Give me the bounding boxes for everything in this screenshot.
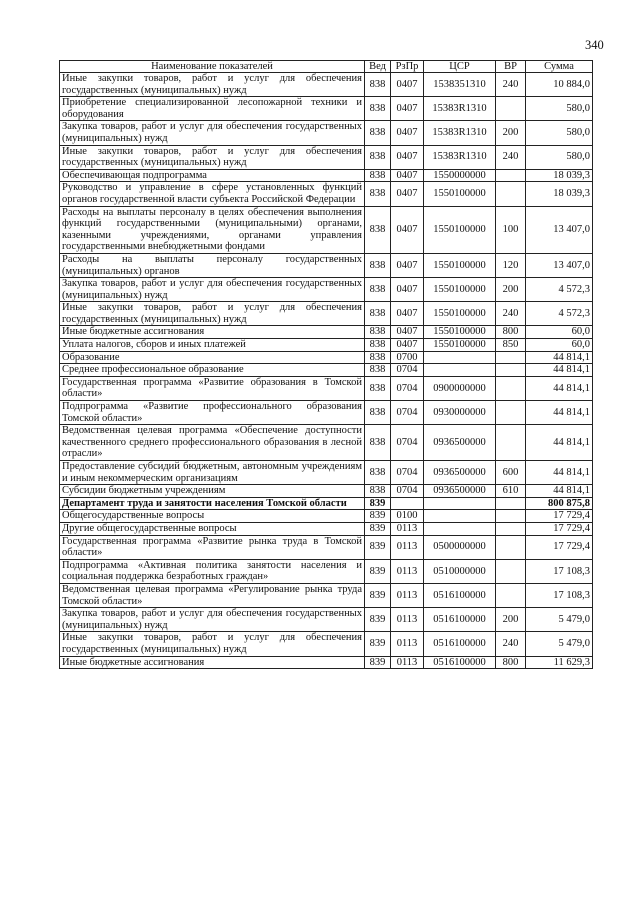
row-sum: 5 479,0 bbox=[526, 608, 593, 632]
row-vr: 240 bbox=[496, 145, 526, 169]
row-name: Закупка товаров, работ и услуг для обеспечения государственных (муниципальных) нужд bbox=[60, 121, 365, 145]
row-csr bbox=[424, 351, 496, 364]
row-sum: 13 407,0 bbox=[526, 206, 593, 253]
row-rzpr: 0407 bbox=[391, 339, 424, 352]
row-vr: 800 bbox=[496, 656, 526, 669]
row-vr: 600 bbox=[496, 461, 526, 485]
row-ved: 838 bbox=[365, 302, 391, 326]
row-ved: 838 bbox=[365, 376, 391, 400]
row-sum: 60,0 bbox=[526, 326, 593, 339]
table-row bbox=[60, 425, 593, 461]
row-csr: 0936500000 bbox=[424, 461, 496, 485]
row-name: Закупка товаров, работ и услуг для обеспечения государственных (муниципальных) нужд bbox=[60, 608, 365, 632]
row-ved: 839 bbox=[365, 535, 391, 559]
row-ved: 838 bbox=[365, 425, 391, 461]
table-row bbox=[60, 145, 593, 169]
row-vr: 240 bbox=[496, 73, 526, 97]
row-rzpr: 0113 bbox=[391, 656, 424, 669]
row-csr: 0500000000 bbox=[424, 535, 496, 559]
row-csr: 1550100000 bbox=[424, 182, 496, 206]
row-ved: 838 bbox=[365, 278, 391, 302]
row-sum: 580,0 bbox=[526, 121, 593, 145]
row-sum: 17 729,4 bbox=[526, 535, 593, 559]
row-rzpr: 0704 bbox=[391, 376, 424, 400]
row-vr bbox=[496, 376, 526, 400]
row-csr: 15383R1310 bbox=[424, 97, 496, 121]
row-csr: 1550100000 bbox=[424, 302, 496, 326]
row-name: Иные закупки товаров, работ и услуг для обеспечения государственных (муниципальных) нужд bbox=[60, 632, 365, 656]
row-csr bbox=[424, 497, 496, 510]
table-row bbox=[60, 169, 593, 182]
row-csr: 1550000000 bbox=[424, 169, 496, 182]
row-rzpr: 0407 bbox=[391, 206, 424, 253]
row-sum: 580,0 bbox=[526, 97, 593, 121]
row-ved: 839 bbox=[365, 497, 391, 510]
row-csr: 1550100000 bbox=[424, 278, 496, 302]
table-row bbox=[60, 608, 593, 632]
row-rzpr: 0407 bbox=[391, 97, 424, 121]
row-vr bbox=[496, 351, 526, 364]
row-csr: 0930000000 bbox=[424, 401, 496, 425]
row-ved: 838 bbox=[365, 485, 391, 498]
row-csr: 0936500000 bbox=[424, 485, 496, 498]
row-sum: 4 572,3 bbox=[526, 302, 593, 326]
row-rzpr bbox=[391, 497, 424, 510]
row-rzpr: 0113 bbox=[391, 559, 424, 583]
row-sum: 44 814,1 bbox=[526, 351, 593, 364]
row-sum: 18 039,3 bbox=[526, 169, 593, 182]
table-row bbox=[60, 376, 593, 400]
row-csr: 0510000000 bbox=[424, 559, 496, 583]
row-sum: 44 814,1 bbox=[526, 425, 593, 461]
row-ved: 838 bbox=[365, 461, 391, 485]
header-rzpr: РзПр bbox=[391, 61, 424, 73]
row-name: Подпрограмма «Активная политика занятости населения и социальная поддержка безработных граждан» bbox=[60, 559, 365, 583]
table-row bbox=[60, 351, 593, 364]
row-vr bbox=[496, 497, 526, 510]
row-ved: 838 bbox=[365, 253, 391, 277]
row-sum: 5 479,0 bbox=[526, 632, 593, 656]
row-rzpr: 0704 bbox=[391, 364, 424, 377]
row-name: Иные закупки товаров, работ и услуг для обеспечения государственных (муниципальных) нужд bbox=[60, 302, 365, 326]
row-vr: 200 bbox=[496, 121, 526, 145]
row-ved: 838 bbox=[365, 401, 391, 425]
row-name: Среднее профессиональное образование bbox=[60, 364, 365, 377]
row-ved: 838 bbox=[365, 73, 391, 97]
row-rzpr: 0407 bbox=[391, 145, 424, 169]
row-rzpr: 0407 bbox=[391, 73, 424, 97]
row-rzpr: 0113 bbox=[391, 583, 424, 607]
table-row bbox=[60, 461, 593, 485]
row-vr bbox=[496, 401, 526, 425]
table-row bbox=[60, 182, 593, 206]
row-csr: 1550100000 bbox=[424, 253, 496, 277]
table-row bbox=[60, 364, 593, 377]
row-rzpr: 0704 bbox=[391, 485, 424, 498]
row-sum: 60,0 bbox=[526, 339, 593, 352]
table-row bbox=[60, 535, 593, 559]
row-name: Иные закупки товаров, работ и услуг для обеспечения государственных (муниципальных) нужд bbox=[60, 73, 365, 97]
table-row bbox=[60, 522, 593, 535]
budget-table bbox=[59, 60, 593, 669]
table-row bbox=[60, 656, 593, 669]
row-vr bbox=[496, 169, 526, 182]
row-sum: 800 875,8 bbox=[526, 497, 593, 510]
row-csr: 0936500000 bbox=[424, 425, 496, 461]
row-sum: 44 814,1 bbox=[526, 485, 593, 498]
row-vr: 200 bbox=[496, 278, 526, 302]
row-sum: 17 108,3 bbox=[526, 559, 593, 583]
row-vr bbox=[496, 425, 526, 461]
row-ved: 838 bbox=[365, 206, 391, 253]
row-name: Образование bbox=[60, 351, 365, 364]
row-ved: 838 bbox=[365, 145, 391, 169]
table-row bbox=[60, 278, 593, 302]
row-ved: 839 bbox=[365, 510, 391, 523]
row-name: Другие общегосударственные вопросы bbox=[60, 522, 365, 535]
row-ved: 838 bbox=[365, 339, 391, 352]
row-name: Государственная программа «Развитие образования в Томской области» bbox=[60, 376, 365, 400]
row-rzpr: 0113 bbox=[391, 522, 424, 535]
row-sum: 11 629,3 bbox=[526, 656, 593, 669]
row-csr: 0516100000 bbox=[424, 608, 496, 632]
row-vr: 800 bbox=[496, 326, 526, 339]
row-csr: 1550100000 bbox=[424, 339, 496, 352]
table-row bbox=[60, 302, 593, 326]
row-name: Предоставление субсидий бюджетным, автономным учреждениям и иным некоммерческим организациям bbox=[60, 461, 365, 485]
row-csr: 0516100000 bbox=[424, 632, 496, 656]
table-row bbox=[60, 510, 593, 523]
row-csr bbox=[424, 522, 496, 535]
row-sum: 17 108,3 bbox=[526, 583, 593, 607]
row-vr bbox=[496, 559, 526, 583]
row-sum: 44 814,1 bbox=[526, 376, 593, 400]
table-row bbox=[60, 73, 593, 97]
row-ved: 838 bbox=[365, 121, 391, 145]
row-csr: 1538351310 bbox=[424, 73, 496, 97]
row-rzpr: 0100 bbox=[391, 510, 424, 523]
table-row bbox=[60, 339, 593, 352]
row-name: Руководство и управление в сфере установленных функций органов государственной власти субъекта Российской Федерации bbox=[60, 182, 365, 206]
row-rzpr: 0700 bbox=[391, 351, 424, 364]
header-csr: ЦСР bbox=[424, 61, 496, 73]
table-header-row bbox=[60, 61, 593, 73]
row-csr: 15383R1310 bbox=[424, 145, 496, 169]
row-sum: 13 407,0 bbox=[526, 253, 593, 277]
row-vr bbox=[496, 510, 526, 523]
row-name: Обеспечивающая подпрограмма bbox=[60, 169, 365, 182]
row-name: Расходы на выплаты персоналу государственных (муниципальных) органов bbox=[60, 253, 365, 277]
row-ved: 838 bbox=[365, 97, 391, 121]
table-row bbox=[60, 206, 593, 253]
table-row bbox=[60, 632, 593, 656]
row-rzpr: 0704 bbox=[391, 425, 424, 461]
row-rzpr: 0407 bbox=[391, 253, 424, 277]
table-row bbox=[60, 497, 593, 510]
row-name: Приобретение специализированной лесопожарной техники и оборудования bbox=[60, 97, 365, 121]
row-name: Иные закупки товаров, работ и услуг для обеспечения государственных (муниципальных) нужд bbox=[60, 145, 365, 169]
row-rzpr: 0407 bbox=[391, 182, 424, 206]
row-rzpr: 0113 bbox=[391, 632, 424, 656]
table-body bbox=[60, 73, 593, 669]
table-row bbox=[60, 121, 593, 145]
table-row bbox=[60, 559, 593, 583]
row-rzpr: 0407 bbox=[391, 169, 424, 182]
row-vr: 240 bbox=[496, 302, 526, 326]
page-number: 340 bbox=[585, 38, 604, 52]
header-name: Наименование показателей bbox=[60, 61, 365, 73]
row-sum: 10 884,0 bbox=[526, 73, 593, 97]
row-name: Уплата налогов, сборов и иных платежей bbox=[60, 339, 365, 352]
row-csr: 0516100000 bbox=[424, 656, 496, 669]
row-ved: 838 bbox=[365, 364, 391, 377]
row-vr: 100 bbox=[496, 206, 526, 253]
table-row bbox=[60, 253, 593, 277]
row-sum: 17 729,4 bbox=[526, 510, 593, 523]
table-row bbox=[60, 583, 593, 607]
row-csr: 0516100000 bbox=[424, 583, 496, 607]
row-sum: 44 814,1 bbox=[526, 364, 593, 377]
row-name: Государственная программа «Развитие рынка труда в Томской области» bbox=[60, 535, 365, 559]
row-sum: 4 572,3 bbox=[526, 278, 593, 302]
row-rzpr: 0704 bbox=[391, 401, 424, 425]
header-ved: Вед bbox=[365, 61, 391, 73]
row-rzpr: 0113 bbox=[391, 608, 424, 632]
row-ved: 838 bbox=[365, 182, 391, 206]
row-ved: 839 bbox=[365, 632, 391, 656]
row-rzpr: 0113 bbox=[391, 535, 424, 559]
row-csr: 15383R1310 bbox=[424, 121, 496, 145]
row-vr bbox=[496, 97, 526, 121]
row-name: Иные бюджетные ассигнования bbox=[60, 326, 365, 339]
row-name: Ведомственная целевая программа «Обеспечение доступности качественного среднего профессионального образования в лесной отрасли» bbox=[60, 425, 365, 461]
row-vr: 240 bbox=[496, 632, 526, 656]
row-ved: 838 bbox=[365, 326, 391, 339]
row-rzpr: 0407 bbox=[391, 121, 424, 145]
row-rzpr: 0407 bbox=[391, 326, 424, 339]
row-name: Субсидии бюджетным учреждениям bbox=[60, 485, 365, 498]
row-vr: 200 bbox=[496, 608, 526, 632]
table-row bbox=[60, 326, 593, 339]
header-sum: Сумма bbox=[526, 61, 593, 73]
row-vr bbox=[496, 522, 526, 535]
row-csr bbox=[424, 510, 496, 523]
row-ved: 838 bbox=[365, 351, 391, 364]
row-sum: 44 814,1 bbox=[526, 461, 593, 485]
row-sum: 18 039,3 bbox=[526, 182, 593, 206]
row-ved: 839 bbox=[365, 656, 391, 669]
row-sum: 17 729,4 bbox=[526, 522, 593, 535]
row-sum: 44 814,1 bbox=[526, 401, 593, 425]
row-csr bbox=[424, 364, 496, 377]
row-name: Общегосударственные вопросы bbox=[60, 510, 365, 523]
row-name: Департамент труда и занятости населения Томской области bbox=[60, 497, 365, 510]
row-name: Расходы на выплаты персоналу в целях обеспечения выполнения функций государственными (муниципальными) органами, казенными учреждениями, органами управления государственными внебюджетными фондами bbox=[60, 206, 365, 253]
row-vr: 120 bbox=[496, 253, 526, 277]
row-csr: 0900000000 bbox=[424, 376, 496, 400]
row-vr: 850 bbox=[496, 339, 526, 352]
row-vr: 610 bbox=[496, 485, 526, 498]
row-rzpr: 0407 bbox=[391, 278, 424, 302]
row-ved: 839 bbox=[365, 522, 391, 535]
row-csr: 1550100000 bbox=[424, 326, 496, 339]
row-name: Закупка товаров, работ и услуг для обеспечения государственных (муниципальных) нужд bbox=[60, 278, 365, 302]
row-name: Иные бюджетные ассигнования bbox=[60, 656, 365, 669]
header-vr: ВР bbox=[496, 61, 526, 73]
row-ved: 839 bbox=[365, 559, 391, 583]
table-row bbox=[60, 97, 593, 121]
row-vr bbox=[496, 535, 526, 559]
row-vr bbox=[496, 583, 526, 607]
row-csr: 1550100000 bbox=[424, 206, 496, 253]
table-row bbox=[60, 485, 593, 498]
row-name: Подпрограмма «Развитие профессионального образования Томской области» bbox=[60, 401, 365, 425]
row-rzpr: 0407 bbox=[391, 302, 424, 326]
row-sum: 580,0 bbox=[526, 145, 593, 169]
row-ved: 838 bbox=[365, 169, 391, 182]
table-row bbox=[60, 401, 593, 425]
row-name: Ведомственная целевая программа «Регулирование рынка труда Томской области» bbox=[60, 583, 365, 607]
row-ved: 839 bbox=[365, 583, 391, 607]
row-ved: 839 bbox=[365, 608, 391, 632]
row-vr bbox=[496, 182, 526, 206]
row-vr bbox=[496, 364, 526, 377]
row-rzpr: 0704 bbox=[391, 461, 424, 485]
